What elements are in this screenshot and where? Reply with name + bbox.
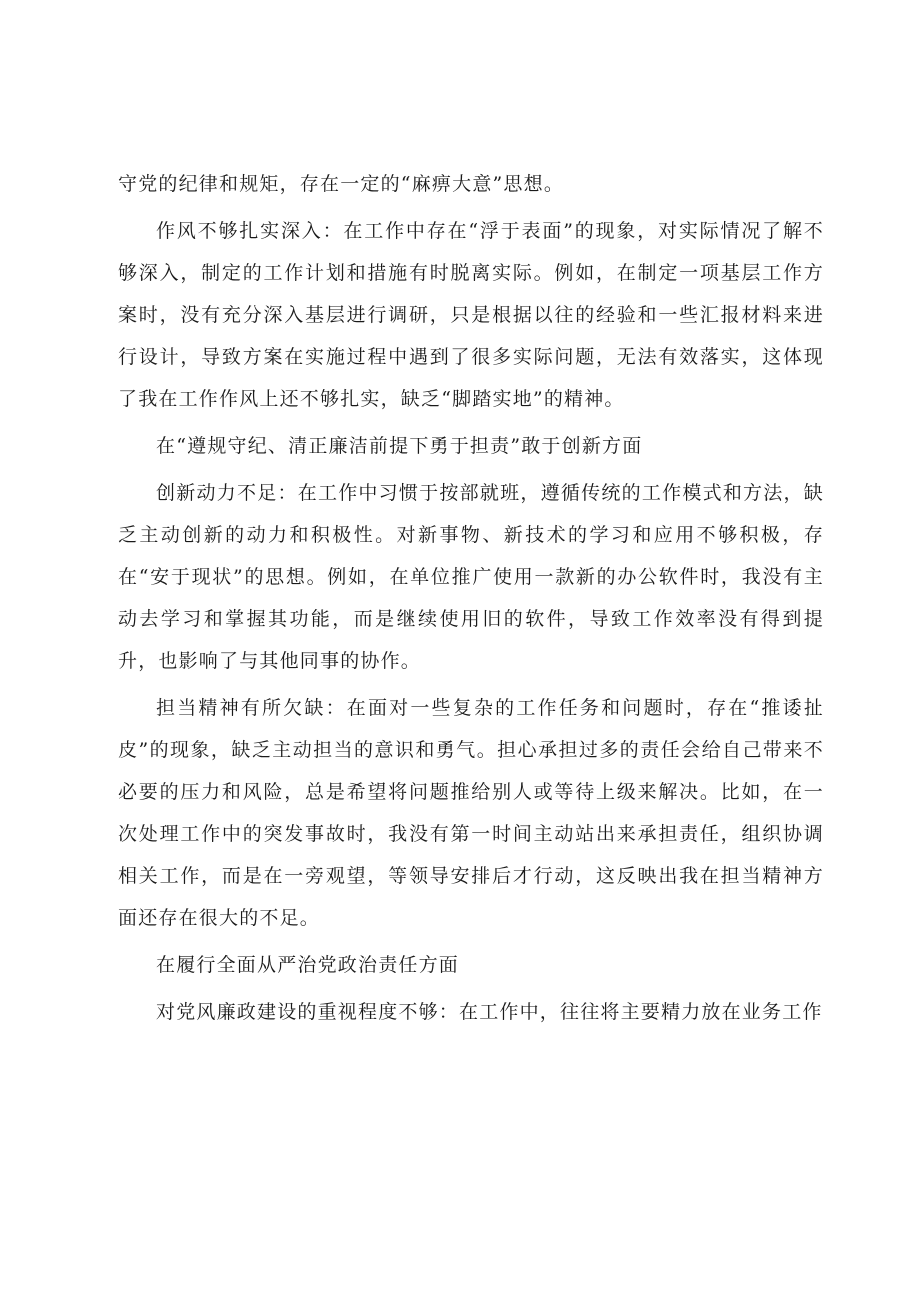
section-heading-party-governance: 在履行全面从严治党政治责任方面 <box>156 954 460 976</box>
paragraph-innovation: 创新动力不足：在工作中习惯于按部就班，遵循传统的工作模式和方法，缺乏主动创新的动力和积极性。对新事物、新技术的学习和应用不够积极，存在“安于现状”的思想。例如，在单位推广使用一款新的办公软件时，我没有主动去学习和掌握其功能，而是继续使用旧的软件，导致工作效率没有得到提升，也影响了与其他同事的协作。 <box>118 482 824 672</box>
paragraph-integrity: 对党风廉政建设的重视程度不够：在工作中，往往将主要精力放在业务工作 <box>156 1001 823 1023</box>
section-heading-innovation: 在“遵规守纪、清正廉洁前提下勇于担责”敢于创新方面 <box>156 435 643 457</box>
paragraph-continued: 守党的纪律和规矩，存在一定的“麻痹大意”思想。 <box>118 173 565 195</box>
paragraph-work-style: 作风不够扎实深入：在工作中存在“浮于表面”的现象，对实际情况了解不够深入，制定的工作计划和措施有时脱离实际。例如，在制定一项基层工作方案时，没有充分深入基层进行调研，只是根据以往的经验和一些汇报材料来进行设计，导致方案在实施过程中遇到了很多实际问题，无法有效落实，这体现了我在工作作风上还不够扎实，缺乏“脚踏实地”的精神。 <box>118 220 824 410</box>
paragraph-responsibility: 担当精神有所欠缺：在面对一些复杂的工作任务和问题时，存在“推诿扯皮”的现象，缺乏主动担当的意识和勇气。担心承担过多的责任会给自己带来不必要的压力和风险，总是希望将问题推给别人或等待上级来解决。比如，在一次处理工作中的突发事故时，我没有第一时间主动站出来承担责任，组织协调相关工作，而是在一旁观望，等领导安排后才行动，这反映出我在担当精神方面还存在很大的不足。 <box>118 697 824 929</box>
document-body <box>118 163 824 1038</box>
